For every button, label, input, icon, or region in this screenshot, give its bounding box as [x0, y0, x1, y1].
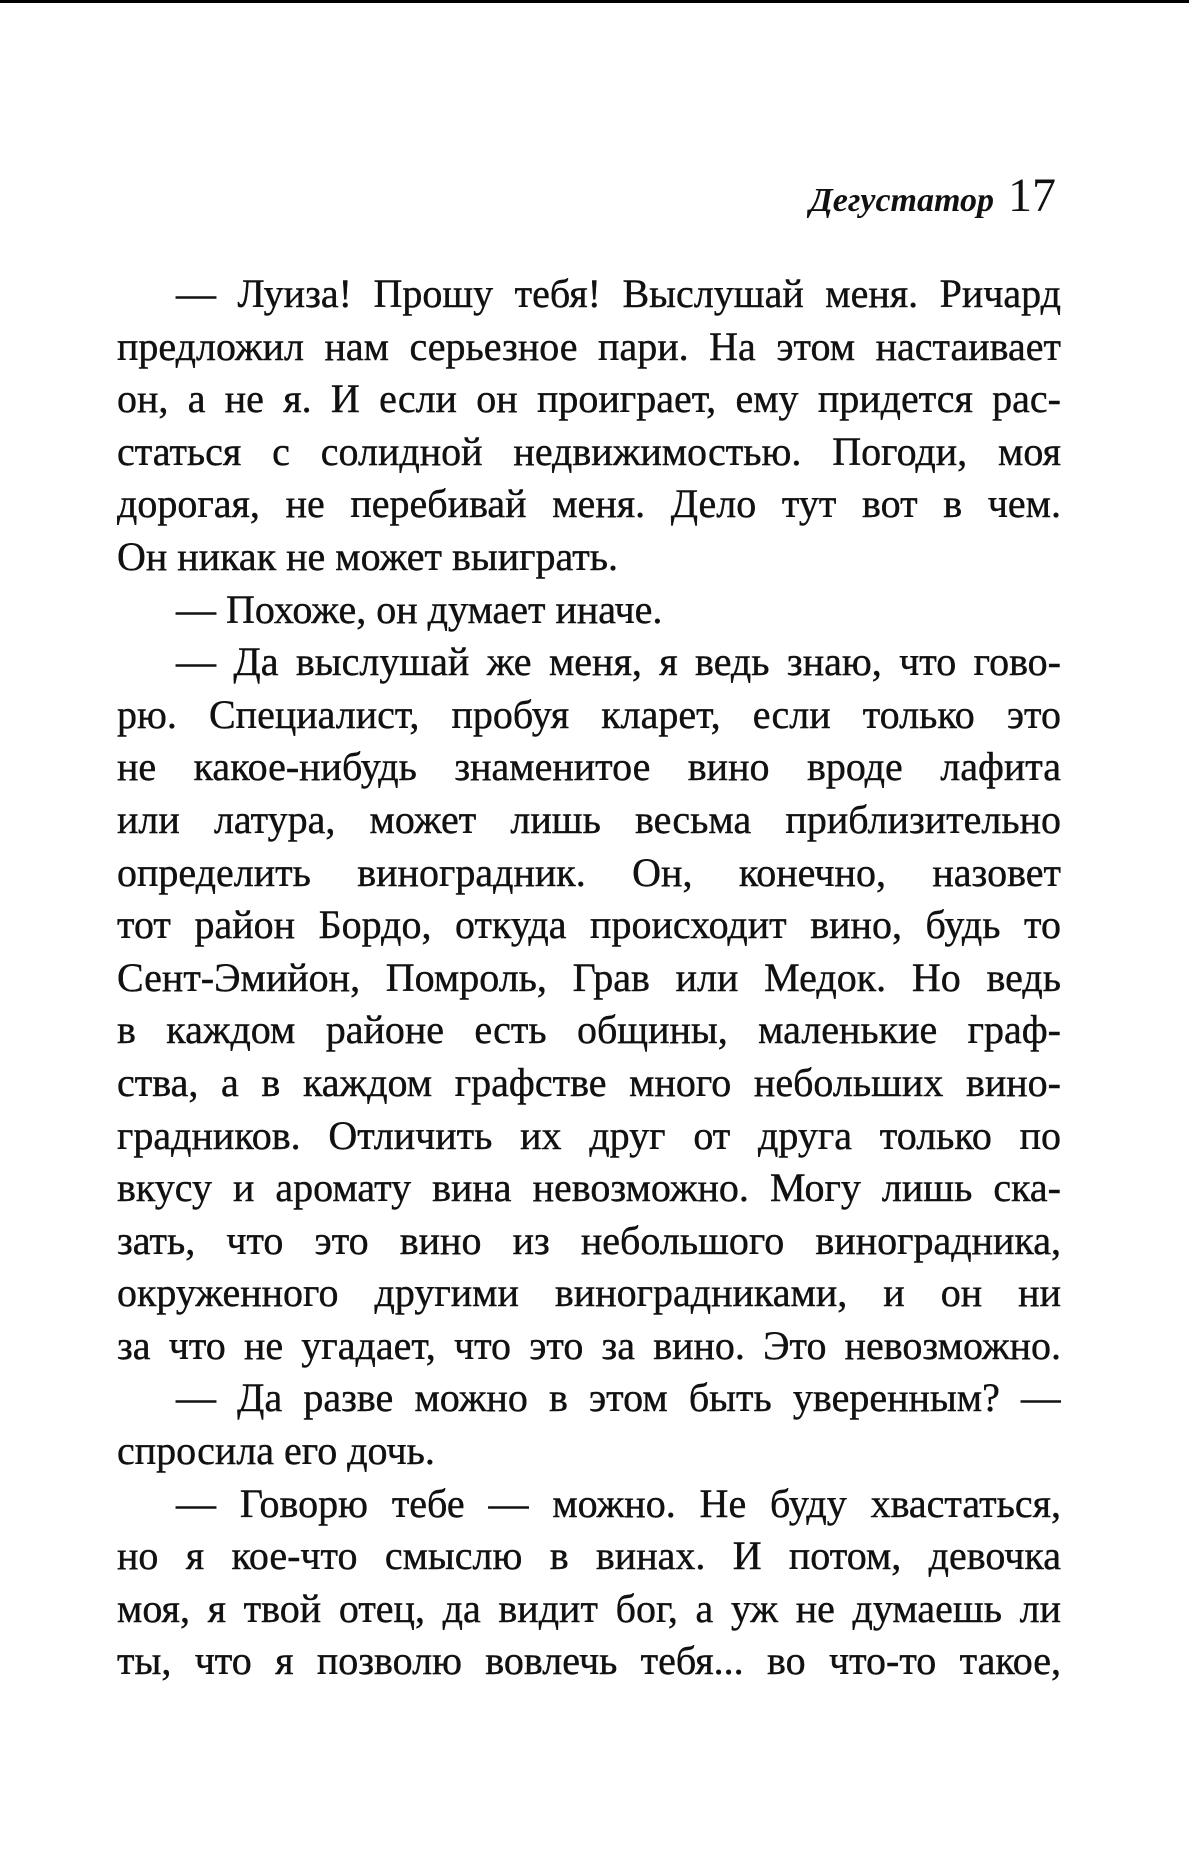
text-line: рю. Специалист, пробуя кларет, если только это: [117, 691, 1061, 737]
text-line: вкусу и аромату вина невозможно. Могу лишь ска-: [117, 1165, 1061, 1211]
text-line: тот район Бордо, откуда происходит вино, будь то: [117, 902, 1061, 948]
text-line: в каждом районе есть общины, маленькие граф-: [117, 1007, 1061, 1053]
text-line: — Да разве можно в этом быть уверенным? —: [176, 1375, 1061, 1421]
text-line: предложил нам серьезное пари. На этом настаивает: [117, 323, 1061, 369]
running-head: [810, 168, 1057, 228]
text-line: он, а не я. И если он проиграет, ему придется рас-: [117, 376, 1061, 422]
text-line: за что не угадает, что это за вино. Это невозможно.: [117, 1322, 1061, 1368]
text-line: зать, что это вино из небольшого виноградника,: [117, 1217, 1061, 1263]
page-number: 17: [1008, 169, 1056, 222]
text-line: Он никак не может выиграть.: [117, 533, 618, 579]
text-line: — Говорю тебе — можно. Не буду хвастаться,: [176, 1480, 1061, 1526]
text-line: определить виноградник. Он, конечно, назовет: [117, 849, 1061, 895]
text-line: Сент-Эмийон, Помроль, Грав или Медок. Но ведь: [117, 954, 1061, 1000]
text-line: или латура, может лишь весьма приблизительно: [117, 796, 1061, 842]
running-title: Дегустатор: [809, 182, 994, 219]
text-line: спросила его дочь.: [117, 1428, 435, 1474]
text-line: — Луиза! Прошу тебя! Выслушай меня. Ричард: [176, 271, 1061, 316]
text-line: статься с солидной недвижимостью. Погоди, моя: [117, 428, 1061, 474]
text-line: ства, а в каждом графстве много небольших вино-: [117, 1059, 1061, 1105]
text-line: но я кое-что смыслю в винах. И потом, девочка: [117, 1533, 1061, 1579]
text-line: не какое-нибудь знаменитое вино вроде лафита: [117, 744, 1061, 790]
text-line: — Похоже, он думает иначе.: [176, 586, 663, 632]
text-line: градников. Отличить их друг от друга только по: [117, 1112, 1061, 1158]
body-text: [117, 268, 1061, 1688]
text-line: окруженного другими виноградниками, и он ни: [117, 1270, 1061, 1316]
text-line: моя, я твой отец, да видит бог, а уж не думаешь ли: [117, 1585, 1061, 1631]
text-line: — Да выслушай же меня, я ведь знаю, что гово-: [176, 639, 1061, 685]
text-line: дорогая, не перебивай меня. Дело тут вот в чем.: [117, 481, 1061, 527]
text-line: ты, что я позволю вовлечь тебя... во что-то такое,: [117, 1638, 1061, 1684]
top-border-rule: [0, 0, 1189, 3]
